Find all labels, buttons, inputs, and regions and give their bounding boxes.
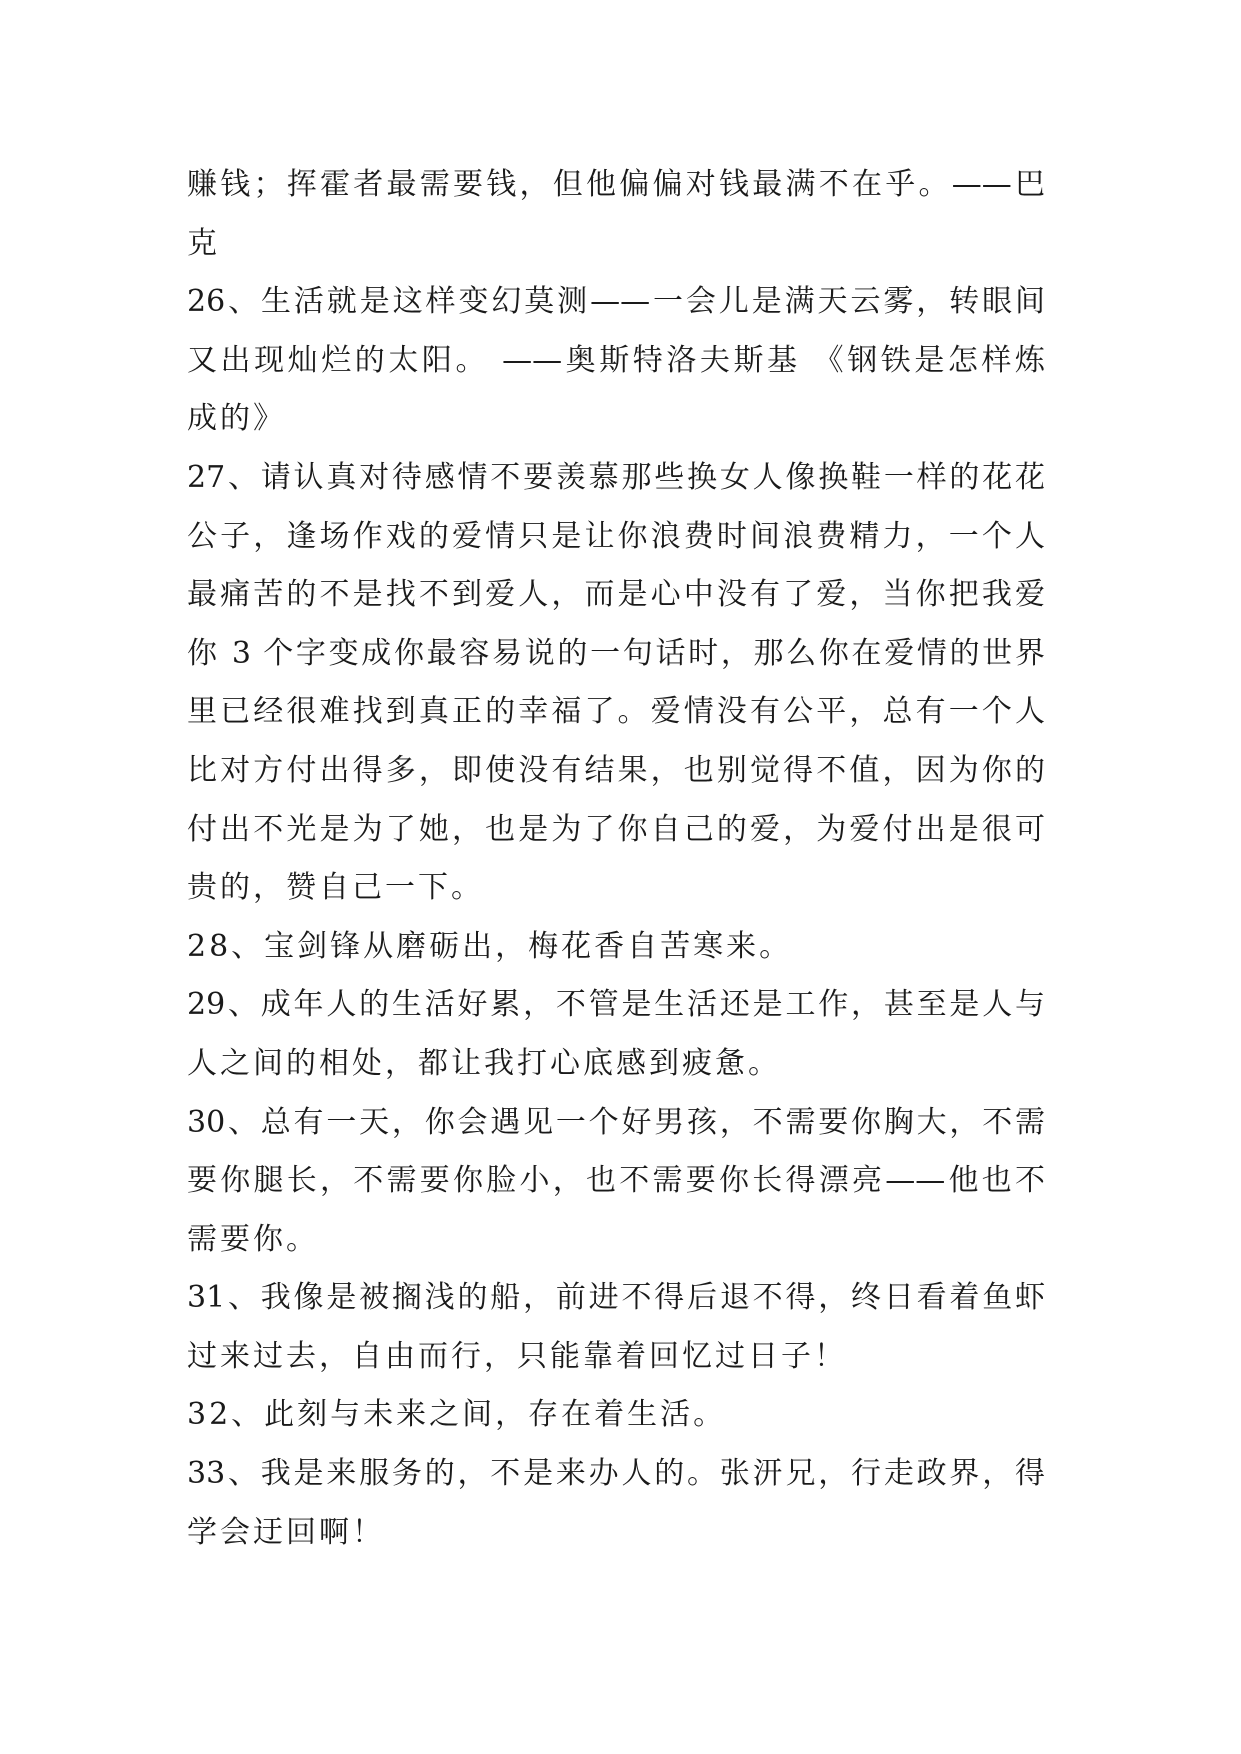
text-line: 需要你。 xyxy=(187,1221,319,1257)
text-line: 又出现灿烂的太阳。 ——奥斯特洛夫斯基 《钢铁是怎样炼 xyxy=(187,342,1045,378)
text-line: 公子，逢场作戏的爱情只是让你浪费时间浪费精力，一个人 xyxy=(187,518,1045,554)
quote-paragraph xyxy=(187,976,1045,1093)
text-line: 学会迂回啊！ xyxy=(187,1514,385,1550)
text-line: 33、我是来服务的，不是来办人的。张汧兄，行走政界，得 xyxy=(187,1456,1045,1492)
quote-paragraph xyxy=(187,1094,1045,1270)
quote-paragraph xyxy=(187,918,1045,977)
text-line: 最痛苦的不是找不到爱人，而是心中没有了爱，当你把我爱 xyxy=(187,577,1045,613)
quote-paragraph xyxy=(187,1386,1045,1445)
text-line: 28、宝剑锋从磨砺出，梅花香自苦寒来。 xyxy=(187,928,793,964)
text-line: 32、此刻与未来之间，存在着生活。 xyxy=(187,1397,727,1433)
quote-paragraph xyxy=(187,449,1045,918)
text-line: 成的》 xyxy=(187,401,286,437)
text-line: 30、总有一天，你会遇见一个好男孩，不需要你胸大，不需 xyxy=(187,1104,1045,1140)
quote-paragraph xyxy=(187,156,1045,273)
text-line: 里已经很难找到真正的幸福了。爱情没有公平，总有一个人 xyxy=(187,694,1045,730)
text-line: 31、我像是被搁浅的船，前进不得后退不得，终日看着鱼虾 xyxy=(187,1280,1045,1316)
text-line: 要你腿长，不需要你脸小，也不需要你长得漂亮——他也不 xyxy=(187,1163,1045,1199)
text-line: 克 xyxy=(187,225,220,261)
quote-paragraph xyxy=(187,273,1045,449)
text-line: 29、成年人的生活好累，不管是生活还是工作，甚至是人与 xyxy=(187,987,1045,1023)
text-line: 贵的，赞自己一下。 xyxy=(187,870,484,906)
text-line: 27、请认真对待感情不要羡慕那些换女人像换鞋一样的花花 xyxy=(187,459,1045,495)
text-line: 付出不光是为了她，也是为了你自己的爱，为爱付出是很可 xyxy=(187,811,1045,847)
text-line: 人之间的相处，都让我打心底感到疲惫。 xyxy=(187,1045,781,1081)
text-line: 26、生活就是这样变幻莫测——一会儿是满天云雾，转眼间 xyxy=(187,284,1045,320)
quote-paragraph xyxy=(187,1269,1045,1386)
document-body xyxy=(187,156,1045,1562)
text-line: 比对方付出得多，即使没有结果，也别觉得不值，因为你的 xyxy=(187,752,1045,788)
quote-paragraph xyxy=(187,1445,1045,1562)
text-line: 你 3 个字变成你最容易说的一句话时，那么你在爱情的世界 xyxy=(187,635,1045,671)
text-line: 过来过去，自由而行，只能靠着回忆过日子！ xyxy=(187,1338,847,1374)
text-line: 赚钱；挥霍者最需要钱，但他偏偏对钱最满不在乎。——巴 xyxy=(187,167,1045,202)
